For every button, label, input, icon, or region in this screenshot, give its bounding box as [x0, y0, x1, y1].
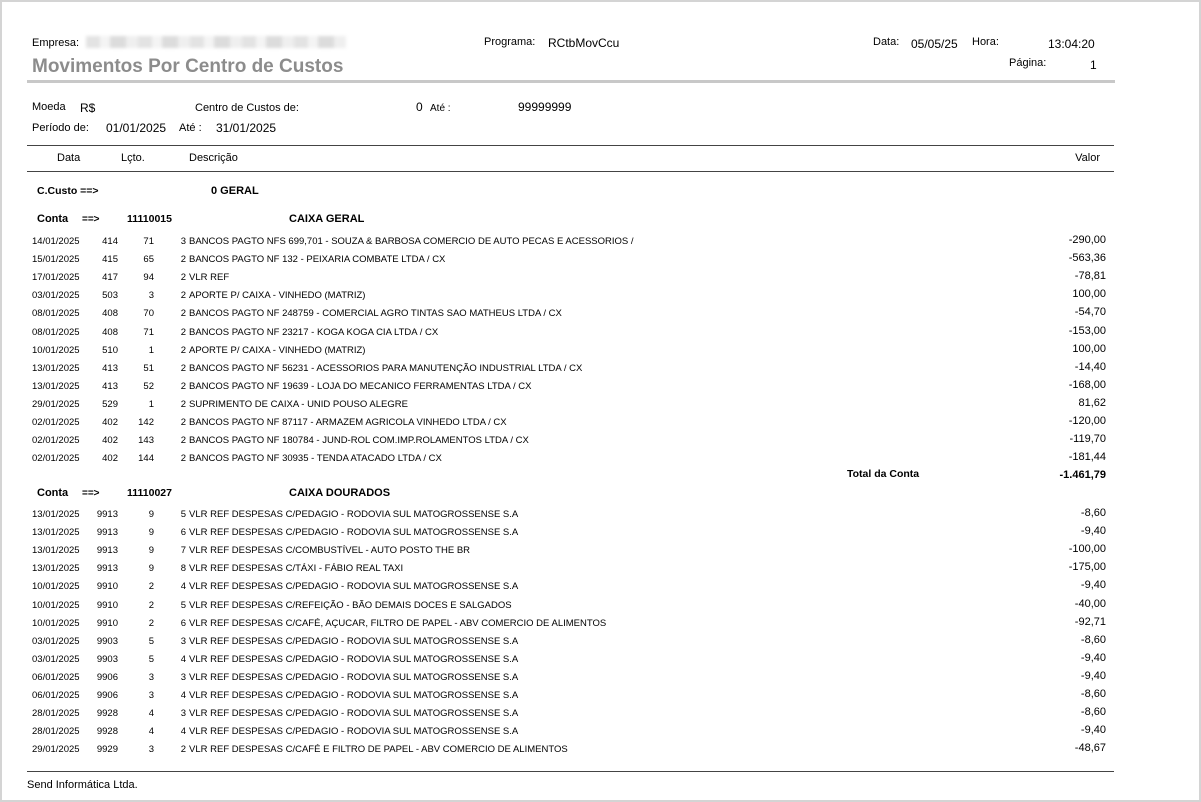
- row-date: 02/01/2025: [32, 453, 80, 465]
- row-description: BANCOS PAGTO NF 23217 - KOGA KOGA CIA LTDA / CX: [189, 326, 439, 338]
- row-date: 13/01/2025: [32, 563, 80, 575]
- row-description: BANCOS PAGTO NF 87117 - ARMAZEM AGRICOLA VINHEDO LTDA / CX: [189, 417, 507, 428]
- row-lcto: 5: [148, 653, 154, 665]
- table-row: [0, 615, 1201, 636]
- row-value: -92,71: [1074, 615, 1106, 628]
- row-description: VLR REF DESPESAS C/PEDAGIO - RODOVIA SUL MATOGROSSENSE S.A: [189, 726, 519, 738]
- row-lote: 9913: [96, 545, 118, 557]
- row-value: -175,00: [1068, 561, 1106, 574]
- pagina-label: Página:: [1009, 57, 1047, 69]
- row-seq: 5: [180, 599, 186, 611]
- row-lcto: 52: [143, 380, 154, 392]
- row-value: -290,00: [1068, 234, 1106, 246]
- row-lcto: 9: [148, 563, 154, 575]
- table-row: [0, 690, 1201, 708]
- row-value: 81,62: [1078, 396, 1106, 409]
- account-arrow: ==>: [82, 214, 100, 225]
- row-lote: 408: [102, 308, 118, 320]
- cc-label: Centro de Custos de:: [195, 102, 299, 114]
- row-lote: 529: [102, 398, 118, 410]
- row-lcto: 4: [148, 708, 154, 720]
- row-date: 28/01/2025: [32, 708, 80, 720]
- row-date: 03/01/2025: [32, 290, 80, 302]
- row-description: BANCOS PAGTO NF 132 - PEIXARIA COMBATE LTDA / CX: [189, 254, 446, 266]
- row-date: 29/01/2025: [32, 744, 80, 756]
- row-value: -119,70: [1069, 433, 1106, 446]
- row-date: 14/01/2025: [32, 236, 80, 247]
- table-row: [0, 396, 1201, 417]
- row-value: -54,70: [1074, 306, 1106, 319]
- table-row: [0, 378, 1201, 399]
- row-description: BANCOS PAGTO NF 180784 - JUND-ROL COM.IMP.ROLAMENTOS LTDA / CX: [189, 435, 529, 447]
- col-lcto: Lçto.: [121, 152, 145, 164]
- periodo-label: Período de:: [32, 122, 89, 134]
- data-label: Data:: [873, 36, 900, 48]
- row-value: -153,00: [1068, 324, 1106, 337]
- row-seq: 7: [180, 545, 186, 557]
- periodo-ate-label: Até :: [179, 122, 202, 134]
- table-row: [0, 290, 1201, 308]
- row-description: VLR REF DESPESAS C/COMBUSTÍVEL - AUTO POSTO THE BR: [189, 545, 471, 557]
- row-seq: 4: [180, 690, 186, 701]
- row-lcto: 143: [138, 435, 154, 447]
- row-value: -100,00: [1068, 543, 1106, 556]
- row-lcto: 5: [148, 635, 154, 647]
- cc-ate-label: Até :: [430, 103, 451, 114]
- account-label: Conta: [37, 213, 69, 225]
- row-value: -181,44: [1068, 451, 1106, 464]
- row-date: 13/01/2025: [32, 380, 80, 392]
- row-seq: 4: [180, 581, 186, 593]
- row-lcto: 3: [148, 290, 154, 302]
- row-seq: 3: [180, 708, 186, 720]
- row-lote: 9928: [96, 708, 118, 720]
- row-lote: 9928: [96, 726, 118, 738]
- row-lcto: 3: [148, 690, 154, 701]
- table-row: [0, 581, 1201, 599]
- row-date: 08/01/2025: [32, 308, 80, 320]
- row-description: APORTE P/ CAIXA - VINHEDO (MATRIZ): [189, 344, 366, 356]
- row-lcto: 70: [143, 308, 154, 320]
- row-value: -8,60: [1080, 507, 1106, 519]
- row-lcto: 71: [143, 236, 154, 247]
- row-description: VLR REF DESPESAS C/PEDAGIO - RODOVIA SUL MATOGROSSENSE S.A: [189, 671, 519, 683]
- row-lcto: 142: [138, 417, 154, 428]
- row-lcto: 65: [143, 254, 154, 266]
- row-seq: 2: [180, 362, 186, 374]
- table-row: [0, 254, 1201, 272]
- moeda-label: Moeda: [32, 101, 66, 113]
- row-seq: 2: [180, 435, 186, 447]
- ccusto-label: C.Custo ==>: [37, 185, 99, 197]
- account-arrow: ==>: [82, 488, 100, 499]
- row-date: 02/01/2025: [32, 417, 80, 428]
- table-row: [0, 435, 1201, 453]
- row-seq: 4: [180, 653, 186, 665]
- table-row: [0, 509, 1201, 527]
- table-row: [0, 597, 1201, 618]
- row-lcto: 3: [148, 744, 154, 756]
- empresa-label: Empresa:: [32, 37, 80, 49]
- row-description: VLR REF DESPESAS C/CAFÉ, AÇUCAR, FILTRO DE PAPEL - ABV COMERCIO DE ALIMENTOS: [189, 617, 607, 629]
- row-lote: 9913: [96, 527, 118, 539]
- row-lcto: 2: [148, 617, 154, 629]
- row-date: 03/01/2025: [32, 653, 80, 665]
- row-description: VLR REF: [189, 272, 230, 284]
- row-seq: 3: [180, 236, 186, 247]
- cc-de-value: 0: [416, 100, 423, 114]
- row-date: 02/01/2025: [32, 435, 80, 447]
- row-lote: 415: [102, 254, 118, 266]
- row-seq: 4: [180, 726, 186, 738]
- row-value: -48,67: [1074, 742, 1106, 755]
- account-total-label: Total da Conta: [847, 468, 920, 480]
- row-seq: 2: [180, 344, 186, 356]
- programa-value: RCtbMovCcu: [548, 36, 620, 50]
- table-row: [0, 744, 1201, 762]
- row-value: -563,36: [1068, 252, 1106, 265]
- account-name: CAIXA DOURADOS: [289, 487, 391, 499]
- row-description: APORTE P/ CAIXA - VINHEDO (MATRIZ): [189, 290, 366, 302]
- row-lcto: 2: [148, 599, 154, 611]
- cc-ate-value: 99999999: [518, 100, 572, 114]
- empresa-redacted: [86, 36, 346, 48]
- row-value: -9,40: [1080, 669, 1106, 682]
- row-value: -120,00: [1068, 415, 1106, 427]
- hora-value: 13:04:20: [1048, 37, 1095, 51]
- table-row: [0, 308, 1201, 326]
- col-data: Data: [57, 152, 81, 164]
- row-value: -9,40: [1080, 579, 1106, 592]
- row-date: 10/01/2025: [32, 581, 80, 593]
- row-value: -9,40: [1080, 525, 1106, 538]
- row-value: -14,40: [1074, 360, 1106, 373]
- row-value: -40,00: [1074, 597, 1106, 610]
- row-lote: 414: [102, 236, 118, 247]
- row-value: -9,40: [1080, 724, 1106, 737]
- row-lote: 503: [102, 290, 118, 302]
- row-seq: 2: [180, 398, 186, 410]
- row-description: VLR REF DESPESAS C/PEDAGIO - RODOVIA SUL MATOGROSSENSE S.A: [189, 708, 519, 720]
- row-lote: 9913: [96, 509, 118, 520]
- row-date: 13/01/2025: [32, 545, 80, 557]
- col-valor: Valor: [1075, 152, 1100, 164]
- row-lcto: 9: [148, 509, 154, 520]
- row-description: BANCOS PAGTO NF 248759 - COMERCIAL AGRO TINTAS SAO MATHEUS LTDA / CX: [189, 308, 562, 320]
- row-lote: 9910: [96, 617, 118, 629]
- row-description: SUPRIMENTO DE CAIXA - UNID POUSO ALEGRE: [189, 398, 408, 410]
- row-description: VLR REF DESPESAS C/PEDAGIO - RODOVIA SUL MATOGROSSENSE S.A: [189, 527, 519, 539]
- row-date: 10/01/2025: [32, 344, 80, 356]
- row-lote: 9913: [96, 563, 118, 575]
- row-seq: 2: [180, 453, 186, 465]
- account-label: Conta: [37, 487, 69, 499]
- pagina-value: 1: [1090, 58, 1097, 72]
- row-lote: 510: [102, 344, 118, 356]
- row-date: 06/01/2025: [32, 671, 80, 683]
- row-seq: 6: [180, 617, 186, 629]
- col-descricao: Descrição: [189, 152, 238, 164]
- row-date: 08/01/2025: [32, 326, 80, 338]
- data-value: 05/05/25: [911, 37, 958, 51]
- row-date: 03/01/2025: [32, 635, 80, 647]
- row-seq: 2: [180, 380, 186, 392]
- row-date: 29/01/2025: [32, 398, 80, 410]
- row-description: BANCOS PAGTO NF 19639 - LOJA DO MECANICO FERRAMENTAS LTDA / CX: [189, 380, 532, 392]
- row-date: 13/01/2025: [32, 527, 80, 539]
- row-lote: 408: [102, 326, 118, 338]
- row-lcto: 4: [148, 726, 154, 738]
- ccusto-value: 0 GERAL: [211, 185, 259, 197]
- row-lote: 413: [102, 380, 118, 392]
- row-seq: 2: [180, 290, 186, 302]
- row-seq: 2: [180, 326, 186, 338]
- row-value: 100,00: [1072, 288, 1106, 301]
- row-lcto: 1: [148, 344, 154, 356]
- row-lcto: 51: [143, 362, 154, 374]
- moeda-value: R$: [80, 101, 96, 115]
- table-row: [0, 651, 1201, 672]
- table-row: [0, 453, 1201, 471]
- row-seq: 2: [180, 308, 186, 320]
- programa-label: Programa:: [484, 36, 536, 48]
- row-seq: 2: [180, 272, 186, 284]
- row-lote: 9929: [96, 744, 118, 756]
- row-lcto: 9: [148, 527, 154, 539]
- row-description: VLR REF DESPESAS C/PEDAGIO - RODOVIA SUL MATOGROSSENSE S.A: [189, 653, 519, 665]
- columns-top-rule: [27, 145, 1114, 146]
- table-row: [0, 708, 1201, 726]
- row-seq: 2: [180, 254, 186, 266]
- row-seq: 3: [180, 671, 186, 683]
- table-row: [0, 324, 1201, 345]
- footer-rule: [27, 771, 1114, 772]
- row-value: 100,00: [1072, 342, 1106, 355]
- row-seq: 6: [180, 527, 186, 539]
- row-lote: 402: [102, 435, 118, 447]
- row-description: VLR REF DESPESAS C/PEDAGIO - RODOVIA SUL MATOGROSSENSE S.A: [189, 509, 519, 520]
- row-lcto: 94: [143, 272, 154, 284]
- row-lote: 9903: [96, 635, 118, 647]
- periodo-ate-value: 31/01/2025: [216, 121, 277, 135]
- table-row: [0, 417, 1201, 435]
- row-date: 15/01/2025: [32, 254, 80, 266]
- row-lote: 9910: [96, 581, 118, 593]
- table-row: [0, 545, 1201, 563]
- row-description: BANCOS PAGTO NFS 699,701 - SOUZA & BARBOSA COMERCIO DE AUTO PECAS E ACESSORIOS /: [189, 236, 634, 247]
- row-lote: 9910: [96, 599, 118, 611]
- row-description: VLR REF DESPESAS C/PEDAGIO - RODOVIA SUL MATOGROSSENSE S.A: [189, 635, 519, 647]
- row-seq: 2: [180, 417, 186, 428]
- account-code: 11110015: [127, 213, 172, 225]
- table-row: [0, 272, 1201, 290]
- table-row: [0, 236, 1201, 254]
- page-title: Movimentos Por Centro de Custos: [32, 56, 344, 77]
- row-lcto: 144: [138, 453, 154, 465]
- account-name: CAIXA GERAL: [289, 213, 365, 225]
- row-lote: 9903: [96, 653, 118, 665]
- hora-label: Hora:: [972, 36, 999, 48]
- row-lote: 402: [102, 453, 118, 465]
- row-value: -8,60: [1080, 633, 1106, 646]
- row-seq: 3: [180, 635, 186, 647]
- row-value: -78,81: [1074, 270, 1106, 283]
- account-code: 11110027: [127, 487, 172, 499]
- row-date: 28/01/2025: [32, 726, 80, 738]
- table-row: [0, 360, 1201, 381]
- row-description: BANCOS PAGTO NF 56231 - ACESSORIOS PARA MANUTENÇÃO INDUSTRIAL LTDA / CX: [189, 362, 583, 374]
- table-row: [0, 342, 1201, 363]
- row-date: 10/01/2025: [32, 617, 80, 629]
- row-lcto: 2: [148, 581, 154, 593]
- row-description: VLR REF DESPESAS C/PEDAGIO - RODOVIA SUL MATOGROSSENSE S.A: [189, 690, 519, 701]
- row-seq: 5: [180, 509, 186, 520]
- row-lote: 9906: [96, 690, 118, 701]
- row-lote: 402: [102, 417, 118, 428]
- row-date: 10/01/2025: [32, 599, 80, 611]
- table-row: [0, 633, 1201, 654]
- header-divider: [27, 80, 1115, 83]
- row-description: VLR REF DESPESAS C/TÁXI - FÁBIO REAL TAXI: [189, 563, 404, 575]
- row-description: BANCOS PAGTO NF 30935 - TENDA ATACADO LTDA / CX: [189, 453, 442, 465]
- row-description: VLR REF DESPESAS C/PEDAGIO - RODOVIA SUL MATOGROSSENSE S.A: [189, 581, 519, 593]
- row-description: VLR REF DESPESAS C/CAFÉ E FILTRO DE PAPEL - ABV COMERCIO DE ALIMENTOS: [189, 744, 568, 756]
- footer-company: Send Informática Ltda.: [27, 779, 138, 791]
- row-value: -9,40: [1080, 651, 1106, 664]
- row-lote: 413: [102, 362, 118, 374]
- row-value: -8,60: [1080, 706, 1106, 719]
- row-lcto: 71: [143, 326, 154, 338]
- columns-bottom-rule: [27, 171, 1114, 172]
- row-value: -168,00: [1068, 378, 1106, 391]
- account-total-value: -1.461,79: [1059, 469, 1106, 481]
- table-row: [0, 527, 1201, 545]
- table-row: [0, 563, 1201, 581]
- periodo-de-value: 01/01/2025: [106, 121, 167, 135]
- row-lote: 9906: [96, 671, 118, 683]
- row-seq: 8: [180, 563, 186, 575]
- row-lcto: 1: [148, 398, 154, 410]
- row-lote: 417: [102, 272, 118, 284]
- row-seq: 2: [180, 744, 186, 756]
- table-row: [0, 726, 1201, 744]
- row-date: 13/01/2025: [32, 362, 80, 374]
- row-date: 06/01/2025: [32, 690, 80, 701]
- row-value: -8,60: [1080, 688, 1106, 700]
- row-lcto: 9: [148, 545, 154, 557]
- row-date: 17/01/2025: [32, 272, 80, 284]
- row-description: VLR REF DESPESAS C/REFEIÇÃO - BÃO DEMAIS DOCES E SALGADOS: [189, 599, 512, 611]
- table-row: [0, 669, 1201, 690]
- row-date: 13/01/2025: [32, 509, 80, 520]
- row-lcto: 3: [148, 671, 154, 683]
